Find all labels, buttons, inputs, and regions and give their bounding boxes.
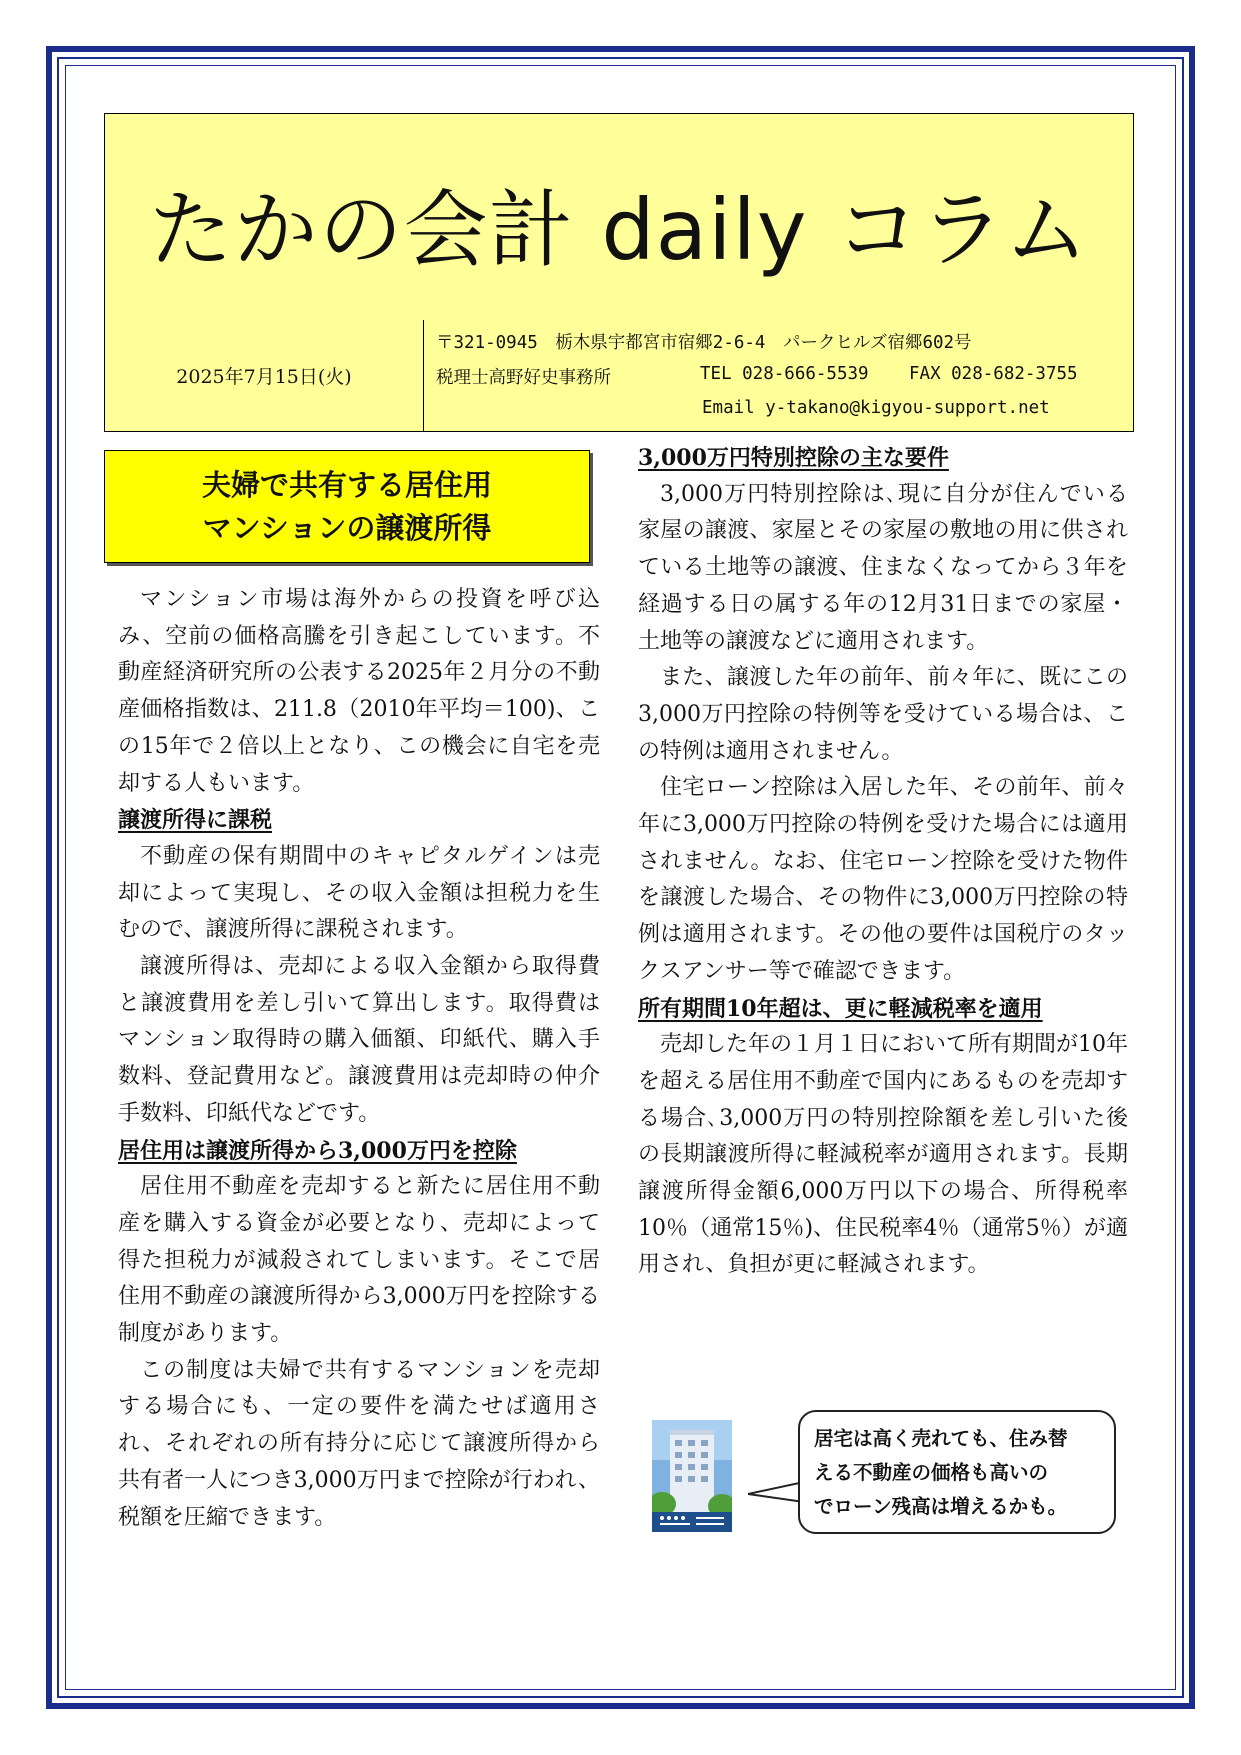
article-column-left <box>118 582 600 1536</box>
issue-date: 2025年7月15日(火) <box>176 366 352 388</box>
section-heading-deduction: 居住用は譲渡所得から3,000万円を控除 <box>118 1137 517 1164</box>
bubble-line: える不動産の価格も高いの <box>814 1461 1049 1484</box>
article-title-box <box>104 450 590 563</box>
newsletter-header <box>104 113 1134 432</box>
section-heading-reduced-rate: 所有期間10年超は、更に軽減税率を適用 <box>638 995 1043 1022</box>
issue-date-cell <box>105 320 424 431</box>
article-title-line2: マンションの譲渡所得 <box>202 510 492 545</box>
intro-paragraph: マンション市場は海外からの投資を呼び込み、空前の価格高騰を引き起こしています。不動産経済研究所の公表する2025年２月分の不動産価格指数は、211.8（2010年平均＝100)、この15年で２倍以上となり、この機会に自宅を売却する人もいます。 <box>118 587 600 796</box>
article-column-right <box>638 440 1128 1284</box>
paragraph: この制度は夫婦で共有するマンションを売却する場合にも、一定の要件を満たせば適用され、それぞれの所有持分に応じて譲渡所得から共有者一人につき3,000万円まで控除が行われ、税額を圧縮できます。 <box>118 1357 600 1530</box>
paragraph: 売却した年の１月１日において所有期間が10年を超える居住用不動産で国内にあるものを売却する場合､3,000万円の特別控除額を差し引いた後の長期譲渡所得に軽減税率が適用されます。長期譲渡所得金額6,000万円以下の場合、所得税率10％（通常15％)、住民税率4％（通常5％）が適用され、負担が更に軽減されます。 <box>638 1032 1128 1278</box>
section-heading-taxation: 譲渡所得に課税 <box>118 807 273 834</box>
paragraph: 不動産の保有期間中のキャピタルゲインは売却によって実現し、その収入金額は担税力を生むので、譲渡所得に課税されます。 <box>118 843 600 943</box>
newsletter-title: たかの会計 daily コラム <box>148 180 1090 279</box>
office-email: Email y-takano@kigyou-support.net <box>702 398 1050 418</box>
office-address: 〒321-0945 栃木県宇都宮市宿郷2-6-4 パークヒルズ宿郷602号 <box>436 333 972 353</box>
bubble-line: でローン残高は増えるかも。 <box>814 1495 1068 1518</box>
office-fax: FAX 028-682-3755 <box>909 364 1078 384</box>
title-banner <box>105 114 1133 321</box>
bubble-line: 居宅は高く売れても、住み替 <box>814 1427 1068 1450</box>
building-icon <box>652 1420 732 1532</box>
article-title-line1: 夫婦で共有する居住用 <box>201 467 492 502</box>
paragraph: また、譲渡した年の前年、前々年に、既にこの3,000万円控除の特例等を受けている場合は、この特例は適用されません。 <box>638 665 1128 764</box>
office-info-cell <box>424 320 1133 431</box>
paragraph: 住宅ローン控除は入居した年、その前年、前々年に3,000万円控除の特例を受けた場合には適用されません。なお、住宅ローン控除を受けた物件を譲渡した場合、その物件に3,000万円控除の特例は適用されます。その他の要件は国税庁のタックスアンサー等で確認できます。 <box>638 775 1128 984</box>
office-name: 税理士高野好史事務所 <box>436 368 611 388</box>
paragraph: 3,000万円特別控除は､現に自分が住んでいる家屋の譲渡、家屋とその家屋の敷地の用に供されている土地等の譲渡、住まなくなってから３年を経過する日の属する年の12月31日までの家屋・土地等の譲渡などに適用されます。 <box>638 481 1128 654</box>
office-tel: TEL 028-666-5539 <box>700 364 869 384</box>
paragraph: 譲渡所得は、売却による収入金額から取得費と譲渡費用を差し引いて算出します。取得費はマンション取得時の購入価額、印紙代、購入手数料、登記費用など。譲渡費用は売却時の仲介手数料、印紙代などです。 <box>118 954 600 1126</box>
section-heading-requirements: 3,000万円特別控除の主な要件 <box>638 445 949 471</box>
speech-bubble-tail <box>748 1480 804 1510</box>
speech-bubble <box>798 1410 1116 1534</box>
paragraph: 居住用不動産を売却すると新たに居住用不動産を購入する資金が必要となり、売却によって得た担税力が減殺されてしまいます。そこで居住用不動産の譲渡所得から3,000万円を控除する制度があります。 <box>118 1174 600 1347</box>
